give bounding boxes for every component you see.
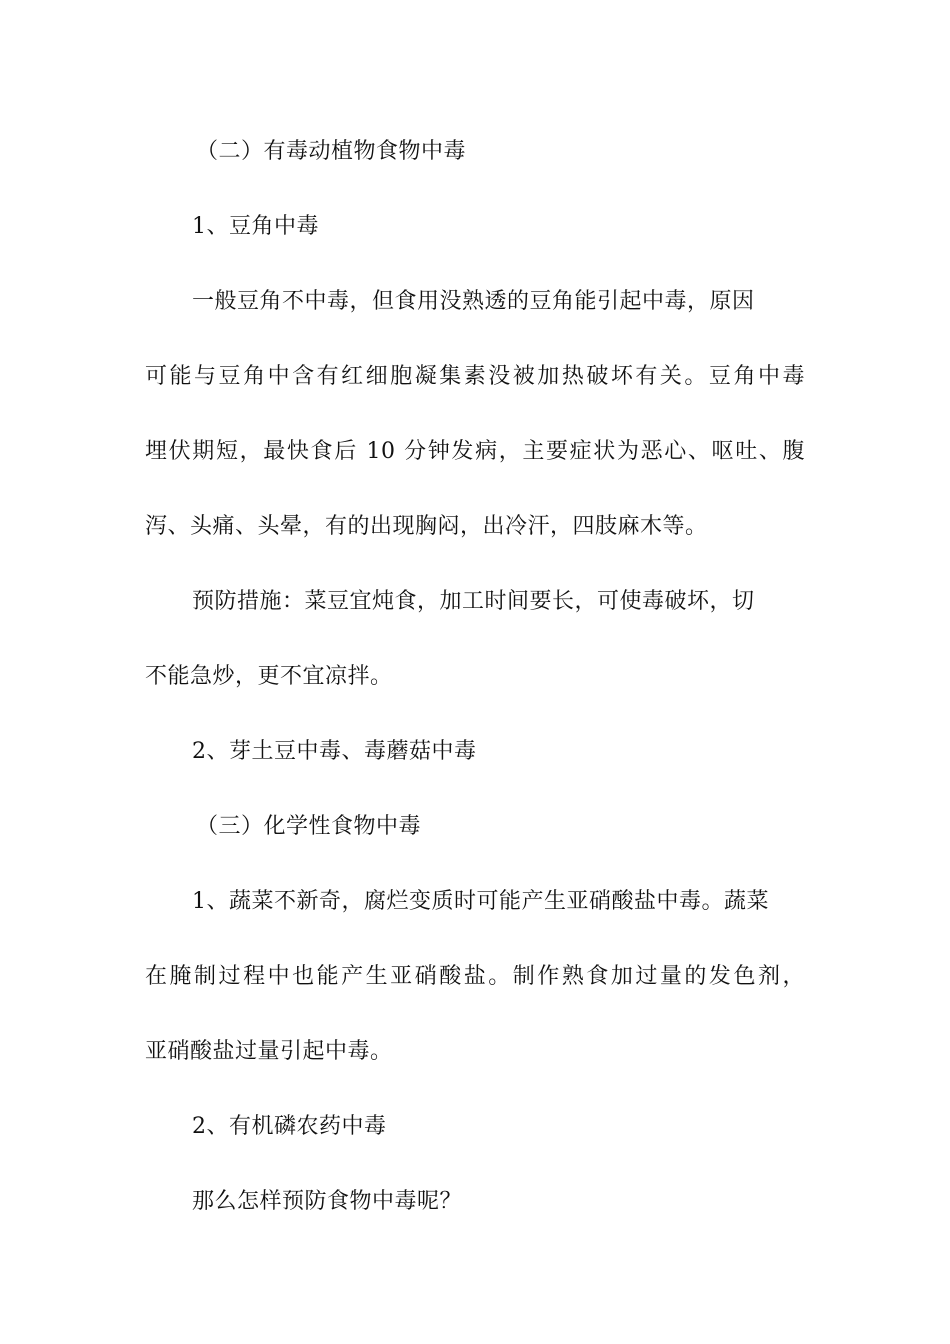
paragraph-line: 一般豆角不中毒，但食用没熟透的豆角能引起中毒，原因 [192,289,755,314]
closing-question: 那么怎样预防食物中毒呢？ [192,1189,463,1214]
prevention-paragraph-line: 预防措施：菜豆宜炖食，加工时间要长，可使毒破坏，切 [192,589,755,614]
paragraph-line: 埋伏期短，最快食后 10 分钟发病，主要症状为恶心、呕吐、腹 [145,439,805,464]
paragraph-line: 在腌制过程中也能产生亚硝酸盐。制作熟食加过量的发色剂， [145,964,805,989]
item-title-potato-mushroom: 2、芽土豆中毒、毒蘑菇中毒 [192,739,477,764]
section-heading-toxic-plants-animals: （二）有毒动植物食物中毒 [196,139,467,164]
paragraph-line: 亚硝酸盐过量引起中毒。 [145,1039,393,1064]
prevention-paragraph-line: 不能急炒，更不宜凉拌。 [145,664,393,689]
item-title-bean-poisoning: 1、豆角中毒 [192,214,319,239]
section-heading-chemical-poisoning: （三）化学性食物中毒 [196,814,422,839]
item-title-pesticide: 2、有机磷农药中毒 [192,1114,387,1139]
paragraph-line: 1、蔬菜不新奇，腐烂变质时可能产生亚硝酸盐中毒。蔬菜 [192,889,769,914]
paragraph-line: 泻、头痛、头晕，有的出现胸闷，出冷汗，四肢麻木等。 [145,514,708,539]
paragraph-line: 可能与豆角中含有红细胞凝集素没被加热破坏有关。豆角中毒 [145,364,805,389]
